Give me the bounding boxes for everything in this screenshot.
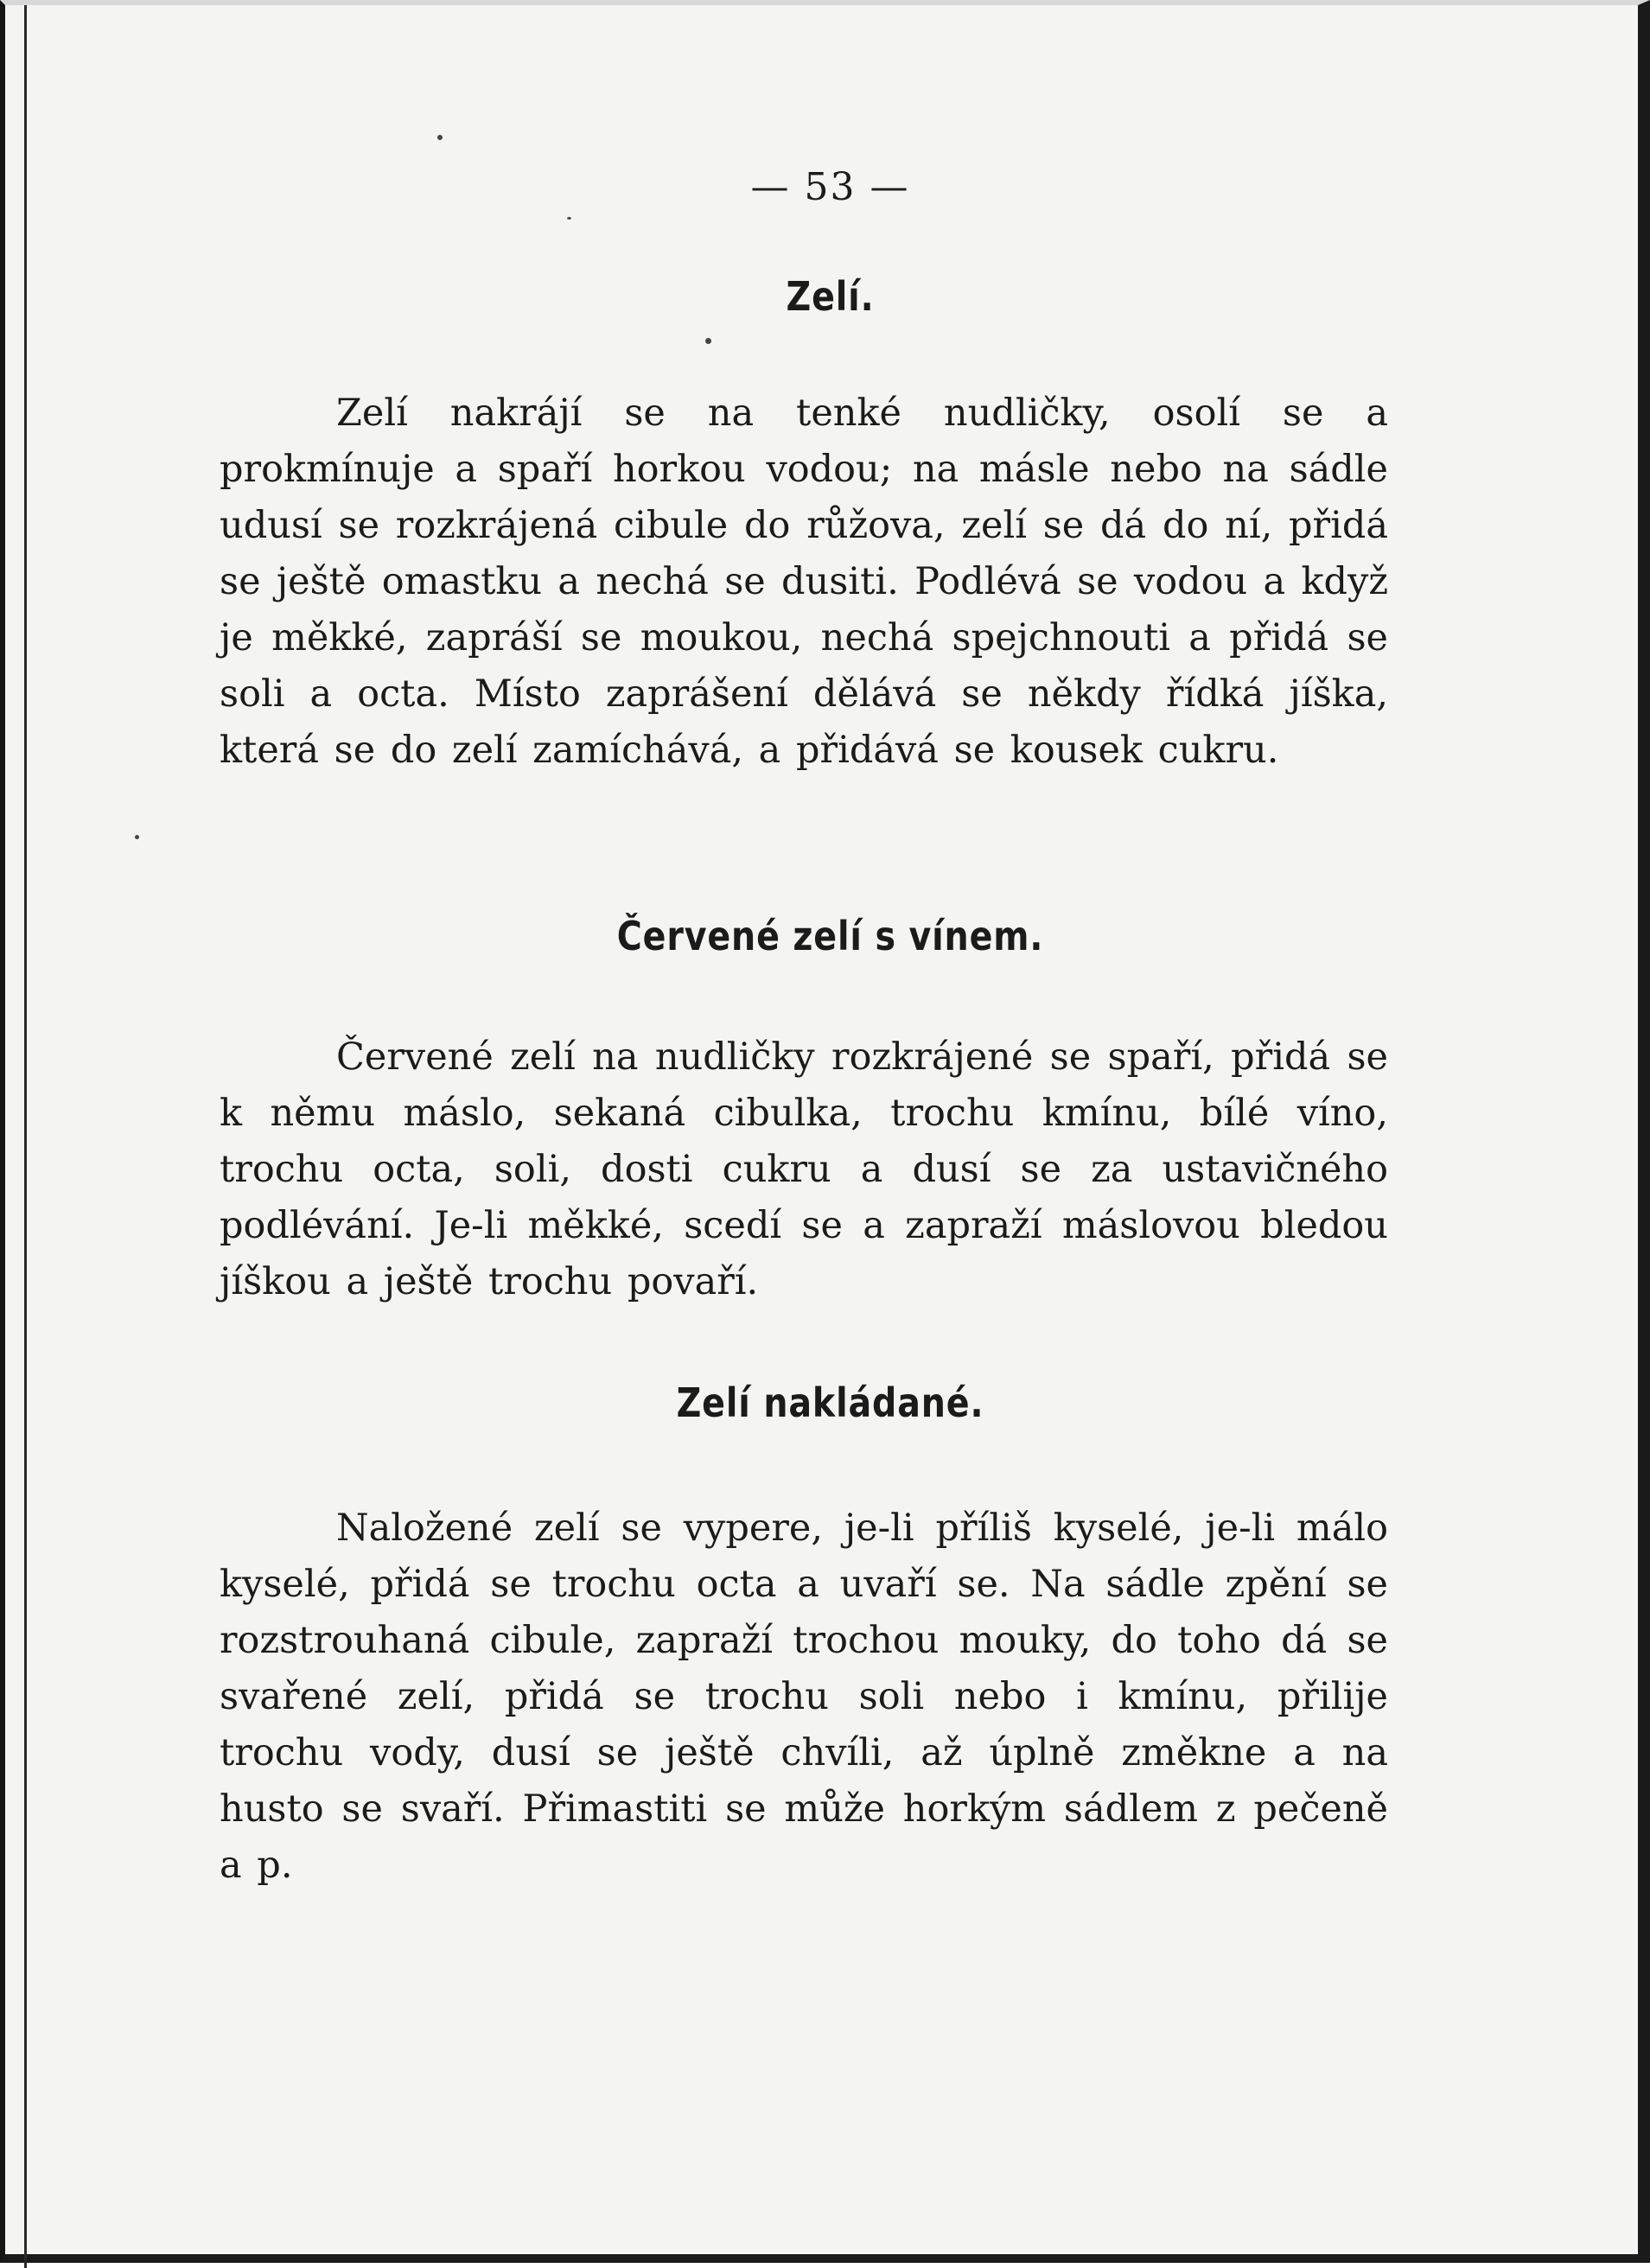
section-heading-red-cabbage-wine: Červené zelí s vínem.: [616, 913, 1044, 959]
print-speck: [135, 835, 139, 839]
section-text-red-cabbage-wine: Červené zelí na nudličky rozkrájené se spaří, přidá se k němu máslo, sekaná cibulka, trochu kmínu, bílé víno, trochu octa, soli, dosti cukru a dusí se za ustavičného podlévání. Je-li měkké, scedí se a zapraží máslovou bledou jíškou a ještě trochu povaří.: [220, 1035, 1388, 1303]
print-speck: [705, 338, 711, 344]
section-text-cabbage: Zelí nakrájí se na tenké nudličky, osolí se a prokmínuje a spaří horkou vodou; na másle nebo na sádle udusí se rozkrájená cibule do růžova, zelí se dá do ní, přidá se ještě omastku a nechá se dusiti. Podlévá se vodou a když je měkké, zapráší se moukou, nechá spejchnouti a přidá se soli a octa. Místo zaprášení dělává se někdy řídká jíška, která se do zelí zamíchává, a přidává se kousek cukru.: [220, 392, 1388, 772]
print-speck: [567, 217, 571, 220]
section-text-pickled-cabbage: Naložené zelí se vypere, je-li příliš kyselé, je-li málo kyselé, přidá se trochu octa a uvaří se. Na sádle zpění se rozstrouhaná cibule, zapraží trochou mouky, do toho dá se svařené zelí, přidá se trochu soli nebo i kmínu, přilije trochu vody, dusí se ještě chvíli, až úplně změkne a na husto se svaří. Přimastiti se může horkým sádlem z pečeně a p.: [220, 1507, 1388, 1887]
page-edge-line: [24, 5, 27, 2268]
section-heading-pickled-cabbage: Zelí nakládané.: [676, 1379, 984, 1426]
page-number: — 53 —: [750, 165, 910, 209]
section-heading-cabbage: Zelí.: [786, 273, 875, 320]
print-speck: [437, 135, 443, 140]
